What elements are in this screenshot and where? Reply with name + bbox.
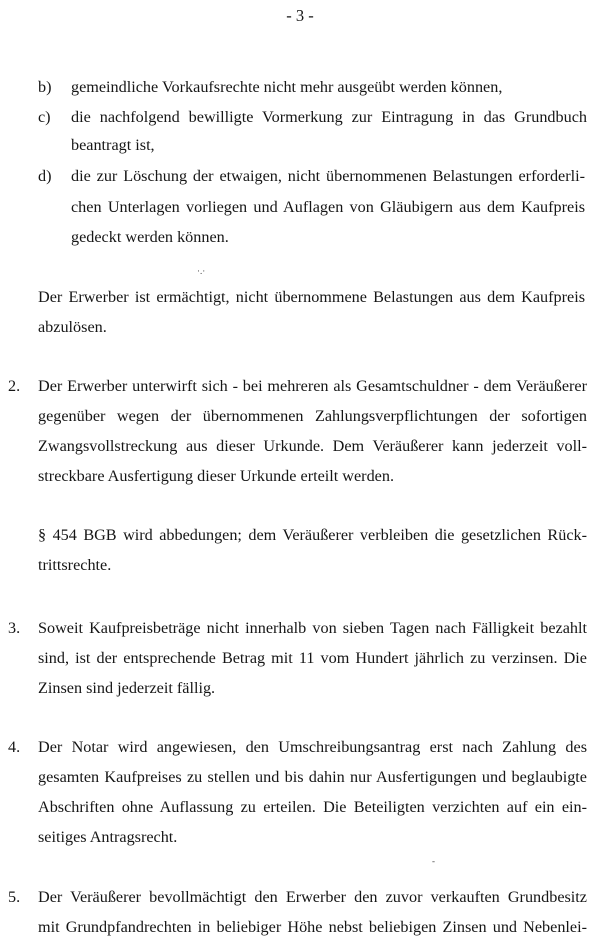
condition-c-line-1: die nachfolgend bewilligte Vormerkung zur Eintragung in das Grundbuch	[71, 108, 587, 126]
clause-3-line-1: Soweit Kaufpreisbeträge nicht innerhalb von sieben Tagen nach Fälligkeit bezahlt	[38, 619, 587, 637]
authorization-line-2: abzulösen.	[38, 318, 107, 336]
clause-5-line-1: Der Veräußerer bevollmächtigt den Erwerber den zuvor verkauften Grundbesitz	[38, 888, 587, 906]
clause-2-line-1: Der Erwerber unterwirft sich - bei mehreren als Gesamtschuldner - dem Veräußerer	[38, 377, 587, 395]
clause-2-line-2: gegenüber wegen der übernommenen Zahlungsverpflichtungen der sofortigen	[38, 407, 587, 425]
clause-2-line-3: Zwangsvollstreckung aus dieser Urkunde. Dem Veräußerer kann jederzeit voll-	[38, 437, 587, 455]
clause-3-line-2: sind, ist der entsprechende Betrag mit 11 vom Hundert jährlich zu verzinsen. Die	[38, 649, 587, 667]
clause-2-para-2-line-2: trittsrechte.	[38, 556, 112, 574]
scan-speck: ·.·	[197, 266, 206, 276]
condition-label-b: b)	[38, 78, 52, 96]
clause-2-para-2-line-1: § 454 BGB wird abbedungen; dem Veräußerer verbleiben die gesetzlichen Rück-	[38, 526, 587, 544]
clause-4-line-1: Der Notar wird angewiesen, den Umschreibungsantrag erst nach Zahlung des	[38, 738, 587, 756]
condition-label-c: c)	[38, 108, 51, 126]
condition-d-line-2: chen Unterlagen vorliegen und Auflagen von Gläubigern aus dem Kaufpreis	[71, 198, 585, 216]
clause-4-line-2: gesamten Kaufpreises zu stellen und bis dahin nur Ausfertigungen und beglaubigte	[38, 768, 587, 786]
condition-d-line-1: die zur Löschung der etwaigen, nicht übernommenen Belastungen erforderli-	[71, 167, 585, 185]
condition-label-d: d)	[38, 167, 52, 185]
clause-number-5: 5.	[8, 888, 21, 906]
clause-5-line-2: mit Grundpfandrechten in beliebiger Höhe nebst beliebigen Zinsen und Nebenlei-	[38, 918, 587, 936]
condition-c-line-2: beantragt ist,	[71, 136, 155, 154]
authorization-line-1: Der Erwerber ist ermächtigt, nicht übernommene Belastungen aus dem Kaufpreis	[38, 288, 585, 306]
condition-d-line-3: gedeckt werden können.	[71, 228, 229, 246]
clause-4-line-4: seitiges Antragsrecht.	[38, 828, 178, 846]
clause-2-line-4: streckbare Ausfertigung dieser Urkunde erteilt werden.	[38, 467, 394, 485]
page-number: - 3 -	[286, 6, 314, 25]
clause-number-4: 4.	[8, 738, 21, 756]
condition-b-line-1: gemeindliche Vorkaufsrechte nicht mehr ausgeübt werden können,	[71, 78, 503, 96]
clause-number-2: 2.	[8, 377, 21, 395]
clause-3-line-3: Zinsen sind jederzeit fällig.	[38, 679, 216, 697]
scan-speck: -	[432, 856, 435, 866]
clause-number-3: 3.	[8, 619, 21, 637]
clause-4-line-3: Abschriften ohne Auflassung zu erteilen. Die Beteiligten verzichten auf ein ein-	[38, 798, 587, 816]
